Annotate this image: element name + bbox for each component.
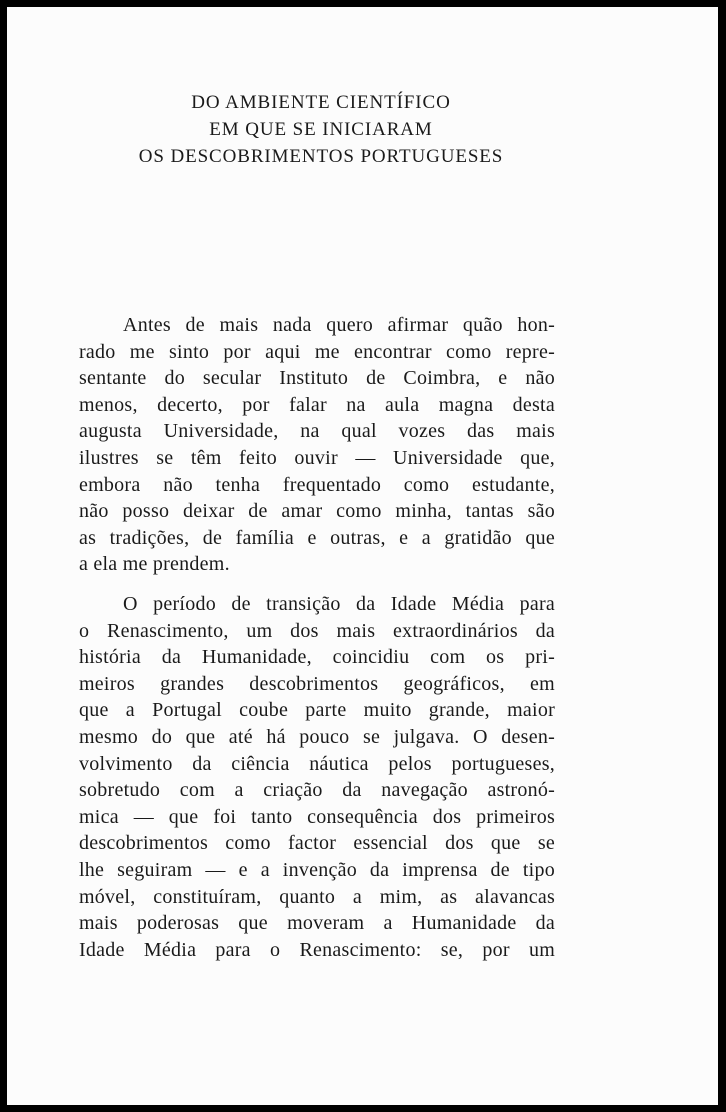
paragraph-1-line: Antes de mais nada quero afirmar quão hon- [123, 314, 555, 336]
paragraph-2-line: que a Portugal coube parte muito grande, maior [79, 699, 555, 722]
paragraph-1-line: augusta Universidade, na qual vozes das mais [79, 420, 555, 443]
chapter-title-line-1: DO AMBIENTE CIENTÍFICO [191, 92, 451, 113]
paragraph-1-line: menos, decerto, por falar na aula magna desta [79, 393, 555, 416]
paragraph-2-line: volvimento da ciência náutica pelos portugueses, [79, 752, 555, 775]
paragraph-1-line: não posso deixar de amar como minha, tantas são [79, 500, 555, 523]
paragraph-1-line: as tradições, de família e outras, e a gratidão que [79, 526, 555, 549]
paragraph-1 [79, 312, 555, 578]
chapter-title-line-2: EM QUE SE INICIARAM [209, 119, 433, 140]
book-page [7, 7, 718, 1105]
paragraph-1-line: sentante do secular Instituto de Coimbra, e não [79, 367, 555, 390]
paragraph-2-line: história da Humanidade, coincidiu com os pri- [79, 646, 555, 669]
paragraph-2-line: O período de transição da Idade Média para [123, 593, 555, 615]
chapter-title-line-3: OS DESCOBRIMENTOS PORTUGUESES [138, 146, 504, 167]
paragraph-1-line: embora não tenha frequentado como estudante, [79, 473, 555, 496]
paragraph-2-line: mais poderosas que moveram a Humanidade da [79, 912, 555, 935]
paragraph-2-line: lhe seguiram — e a invenção da imprensa de tipo [79, 858, 555, 881]
paragraph-2-line: mica — que foi tanto consequência dos primeiros [79, 805, 555, 828]
paragraph-1-line: rado me sinto por aqui me encontrar como repre- [79, 340, 555, 363]
paragraph-2-line: meiros grandes descobrimentos geográficos, em [79, 672, 555, 695]
paragraph-2 [79, 591, 555, 963]
paragraph-2-line: descobrimentos como factor essencial dos que se [79, 832, 555, 855]
chapter-title [7, 89, 635, 170]
paragraph-2-line: móvel, constituíram, quanto a mim, as alavancas [79, 885, 555, 908]
paragraph-2-line: Idade Média para o Renascimento: se, por um [79, 938, 555, 961]
paragraph-1-line: ilustres se têm feito ouvir — Universidade que, [79, 446, 555, 469]
paragraph-2-line: o Renascimento, um dos mais extraordinários da [79, 619, 555, 642]
paragraph-2-line: sobretudo com a criação da navegação astronó- [79, 779, 555, 802]
paragraph-2-line: mesmo do que até há pouco se julgava. O desen- [79, 725, 555, 748]
paragraph-1-line: a ela me prendem. [79, 553, 230, 576]
